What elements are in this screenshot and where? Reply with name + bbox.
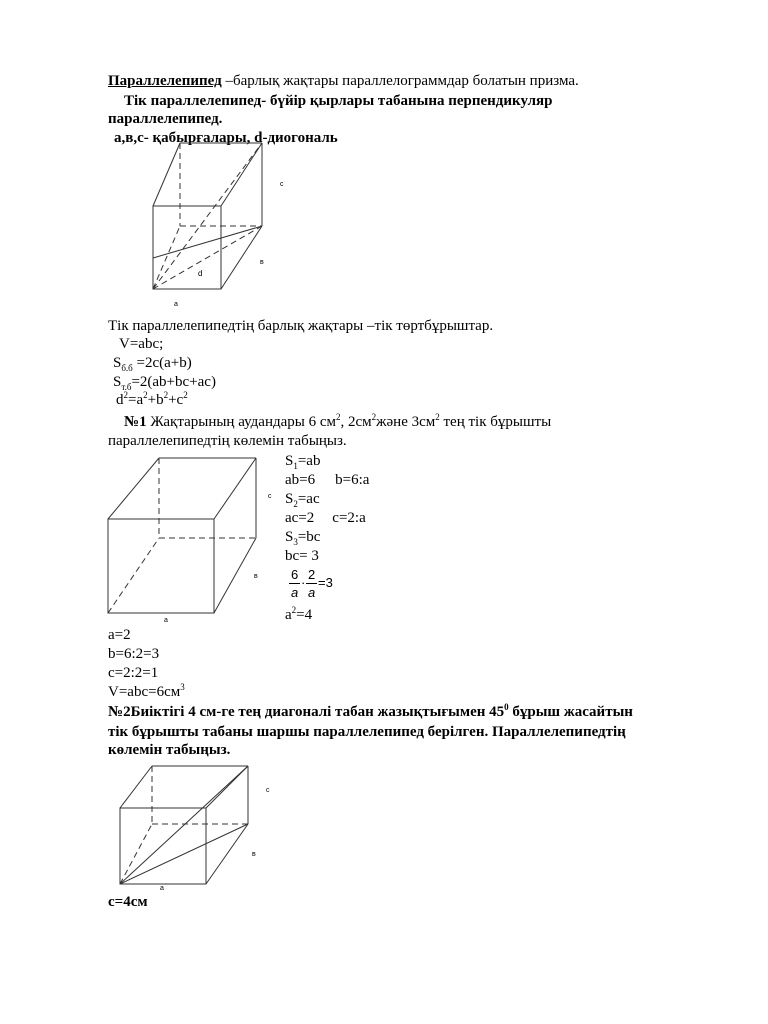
diag-sq-3: 2 — [163, 390, 169, 400]
answer-v-exp: 3 — [180, 682, 185, 692]
problem-1-line-1 — [124, 413, 551, 431]
answer-b: b=6:2=3 — [108, 646, 160, 662]
fig1-edge — [221, 143, 262, 206]
problem-1-sq-1: 2 — [335, 412, 341, 422]
problem-2-degree: 0 — [504, 702, 509, 712]
problem-1-line-2: параллелепипедтің көлемін табыңыз. — [108, 433, 347, 449]
fig3-edge — [206, 824, 248, 884]
frac-num-2: 2 — [308, 567, 316, 582]
problem-2-text-a: Биіктігі 4 см-ге тең диагоналі табан жазықтығымен 45 — [130, 704, 505, 720]
s1-rest: =ab — [297, 453, 321, 469]
problem-1-sq-3: 2 — [435, 412, 440, 422]
a-sq-base: a — [285, 607, 292, 623]
fig2-label-b: в — [254, 573, 258, 580]
right-parallelepiped-def-2: параллелепипед. — [108, 111, 223, 127]
problem-1-text-d: тең тік бұрышты — [439, 414, 552, 430]
definition-text: –барлық жақтары параллелограммдар болатын призма. — [221, 73, 579, 89]
fig1-edge — [221, 226, 262, 289]
answer-2-c: c=4см — [108, 894, 148, 910]
intro-definition-line — [108, 72, 579, 90]
lateral-sub: б.б — [121, 363, 133, 373]
fig2-label-c: c — [268, 493, 272, 500]
lateral-S: S — [113, 355, 122, 371]
s2-rest: =ac — [297, 491, 320, 507]
fig1-edge — [153, 143, 180, 206]
fig2-edge — [108, 458, 159, 519]
diag-sq-1: 2 — [123, 390, 128, 400]
a-squared-line — [285, 606, 312, 624]
answer-v: V=abc=6см — [108, 684, 181, 700]
right-parallelepiped-def-1: Тік параллелепипед- бүйір қырлары табанына перпендикуляр — [124, 93, 553, 109]
fig3-hidden-edge — [120, 824, 152, 884]
problem-1-text-a: Жақтарының аудандары 6 см — [146, 414, 336, 430]
fig1-extra-line — [153, 226, 262, 258]
problem-1-text-c: және 3см — [376, 414, 436, 430]
figure-3-parallelepiped — [112, 760, 277, 895]
fig3-space-diagonal — [120, 766, 248, 884]
diag-plus-c: +c — [168, 392, 184, 408]
fig3-label-b: в — [252, 851, 256, 858]
diagonal-formula — [116, 391, 188, 409]
s3-rest: =bc — [297, 529, 321, 545]
volume-formula: V=abc; — [119, 336, 164, 352]
problem-2-line-3: көлемін табыңыз. — [108, 742, 231, 758]
fig2-edge — [214, 458, 256, 519]
answer-volume — [108, 683, 185, 701]
frac-bar-2 — [306, 583, 317, 584]
ab-eq: ab=6 — [285, 472, 316, 488]
fig2-label-a: a — [164, 617, 168, 624]
lateral-rest: =2c(a+b) — [132, 355, 192, 371]
fig1-label-d: d — [198, 269, 203, 278]
faces-statement: Тік параллелепипедтің барлық жақтары –тік төртбұрыштар. — [108, 318, 494, 334]
s3-sub: 3 — [293, 537, 298, 547]
ac-eq: ac=2 — [285, 510, 315, 526]
problem-2-line-1 — [108, 703, 633, 721]
s2-formula — [285, 490, 320, 508]
ac-line — [285, 509, 366, 527]
s2: S — [285, 491, 294, 507]
problem-2-number: №2 — [108, 704, 131, 720]
a-sq-rest: =4 — [296, 607, 313, 623]
edges-note: а,в,с- қабырғалары, d-диогональ — [114, 130, 338, 146]
b-eq: b=6:a — [335, 472, 370, 488]
fig2-edge — [214, 538, 256, 613]
problem-1-text-b: , 2см — [340, 414, 372, 430]
frac-num-1: 6 — [291, 567, 299, 582]
fig3-label-c: c — [266, 787, 270, 794]
frac-eq: =3 — [318, 575, 333, 590]
problem-2-line-2: тік бұрышты табаны шаршы параллелепипед берілген. Параллелепипедтің — [108, 724, 626, 740]
fig1-label-c: c — [280, 181, 284, 188]
problem-1-number: №1 — [124, 414, 147, 430]
fig2-front-face — [108, 519, 214, 613]
diag-eq: =a — [128, 392, 144, 408]
problem-1-sq-2: 2 — [371, 412, 377, 422]
frac-dot: · — [301, 575, 306, 590]
s1-formula — [285, 452, 320, 470]
diag-d: d — [116, 392, 124, 408]
answer-c: c=2:2=1 — [108, 665, 159, 681]
bc-line: bc= 3 — [285, 548, 319, 564]
lateral-area-formula — [113, 354, 192, 372]
diag-sq-2: 2 — [143, 390, 148, 400]
fig1-hidden-edge — [153, 226, 180, 289]
fig1-base-diagonal — [153, 226, 262, 289]
fraction-expression — [288, 567, 348, 603]
diag-plus-b: +b — [147, 392, 164, 408]
figure-1-parallelepiped — [150, 140, 300, 310]
total-area-formula — [113, 373, 216, 391]
total-S: S — [113, 374, 122, 390]
frac-bar-1 — [289, 583, 300, 584]
s2-sub: 2 — [293, 499, 298, 509]
fig1-space-diagonal — [153, 143, 262, 289]
s3: S — [285, 529, 294, 545]
s1: S — [285, 453, 294, 469]
fig3-label-a: a — [160, 885, 164, 892]
frac-den-1: a — [291, 585, 299, 600]
term-parallelepiped: Параллелепипед — [108, 73, 222, 89]
s1-sub: 1 — [293, 461, 298, 471]
total-sub: т.б — [121, 382, 132, 392]
s3-formula — [285, 528, 320, 546]
fig1-label-a: a — [174, 301, 178, 308]
diag-sq-4: 2 — [183, 390, 188, 400]
fig3-edge — [120, 766, 152, 808]
problem-2-text-b: бұрыш жасайтын — [508, 704, 633, 720]
fig2-hidden-edge — [108, 538, 159, 613]
frac-den-2: a — [308, 585, 316, 600]
a-sq-exp: 2 — [291, 605, 297, 615]
figure-2-parallelepiped — [104, 452, 276, 627]
ab-line — [285, 471, 369, 489]
fig1-label-b: в — [260, 259, 264, 266]
c-eq: c=2:a — [332, 510, 366, 526]
fig3-base-diagonal — [120, 824, 248, 884]
answer-a: a=2 — [108, 627, 131, 643]
total-rest: =2(ab+bc+ac) — [131, 374, 216, 390]
